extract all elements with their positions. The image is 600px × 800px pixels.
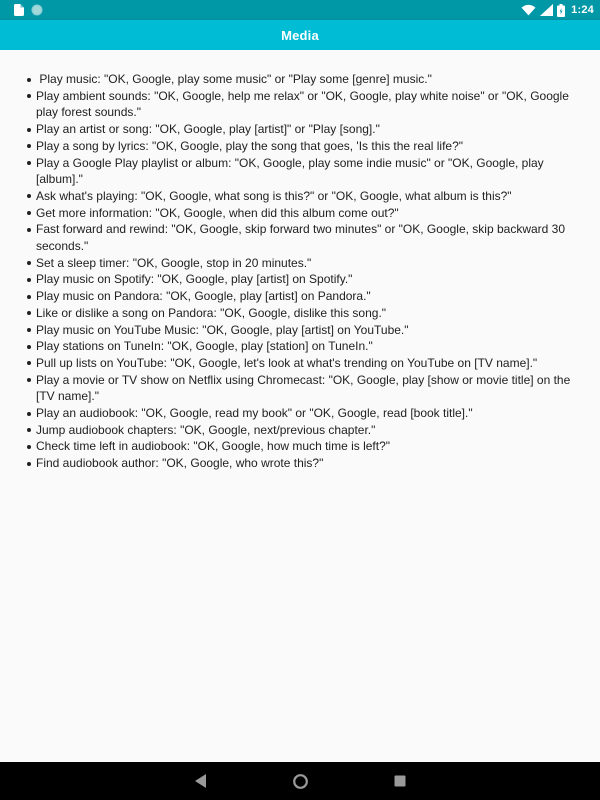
wifi-icon [521, 4, 536, 16]
circle-notification-icon [31, 4, 43, 16]
recents-icon [394, 775, 406, 787]
media-command-list [0, 71, 600, 472]
list-item: Play music on Pandora: "OK, Google, play [artist] on Pandora." [36, 288, 590, 305]
list-item: Play an artist or song: "OK, Google, play [artist]" or "Play [song]." [36, 121, 590, 138]
status-clock: 1:24 [571, 4, 594, 16]
status-system-area [521, 4, 594, 17]
cellular-signal-icon [540, 4, 553, 16]
file-notification-icon [14, 4, 24, 16]
list-item: Play music: "OK, Google, play some music" or "Play some [genre] music." [36, 71, 590, 88]
list-item: Play a song by lyrics: "OK, Google, play the song that goes, 'Is this the real life?" [36, 138, 590, 155]
navigation-bar [0, 762, 600, 800]
list-item: Play ambient sounds: "OK, Google, help me relax" or "OK, Google, play white noise" or "OK, Google play forest sounds." [36, 88, 590, 121]
list-item: Check time left in audiobook: "OK, Google, how much time is left?" [36, 438, 590, 455]
status-notification-area [6, 4, 43, 16]
list-item: Play music on Spotify: "OK, Google, play [artist] on Spotify." [36, 271, 590, 288]
list-item: Set a sleep timer: "OK, Google, stop in 20 minutes." [36, 255, 590, 272]
list-item: Fast forward and rewind: "OK, Google, skip forward two minutes" or "OK, Google, skip backward 30 seconds." [36, 221, 590, 254]
content-area [0, 50, 600, 762]
back-button[interactable] [190, 771, 210, 791]
battery-charging-icon [557, 4, 565, 17]
recents-button[interactable] [390, 771, 410, 791]
list-item: Jump audiobook chapters: "OK, Google, next/previous chapter." [36, 422, 590, 439]
list-item: Get more information: "OK, Google, when did this album come out?" [36, 205, 590, 222]
page-title: Media [281, 27, 319, 43]
list-item: Play a movie or TV show on Netflix using Chromecast: "OK, Google, play [show or movie title] on the [TV name]." [36, 372, 590, 405]
status-bar [0, 0, 600, 20]
app-bar [0, 20, 600, 50]
list-item: Play music on YouTube Music: "OK, Google, play [artist] on YouTube." [36, 322, 590, 339]
list-item: Play a Google Play playlist or album: "OK, Google, play some indie music" or "OK, Google, play [album]." [36, 155, 590, 188]
home-icon [293, 774, 308, 789]
back-icon [195, 774, 206, 788]
list-item: Play an audiobook: "OK, Google, read my book" or "OK, Google, read [book title]." [36, 405, 590, 422]
list-item: Find audiobook author: "OK, Google, who wrote this?" [36, 455, 590, 472]
list-item: Ask what's playing: "OK, Google, what song is this?" or "OK, Google, what album is this?" [36, 188, 590, 205]
home-button[interactable] [290, 771, 310, 791]
list-item: Pull up lists on YouTube: "OK, Google, let's look at what's trending on YouTube on [TV name]." [36, 355, 590, 372]
list-item: Play stations on TuneIn: "OK, Google, play [station] on TuneIn." [36, 338, 590, 355]
list-item: Like or dislike a song on Pandora: "OK, Google, dislike this song." [36, 305, 590, 322]
